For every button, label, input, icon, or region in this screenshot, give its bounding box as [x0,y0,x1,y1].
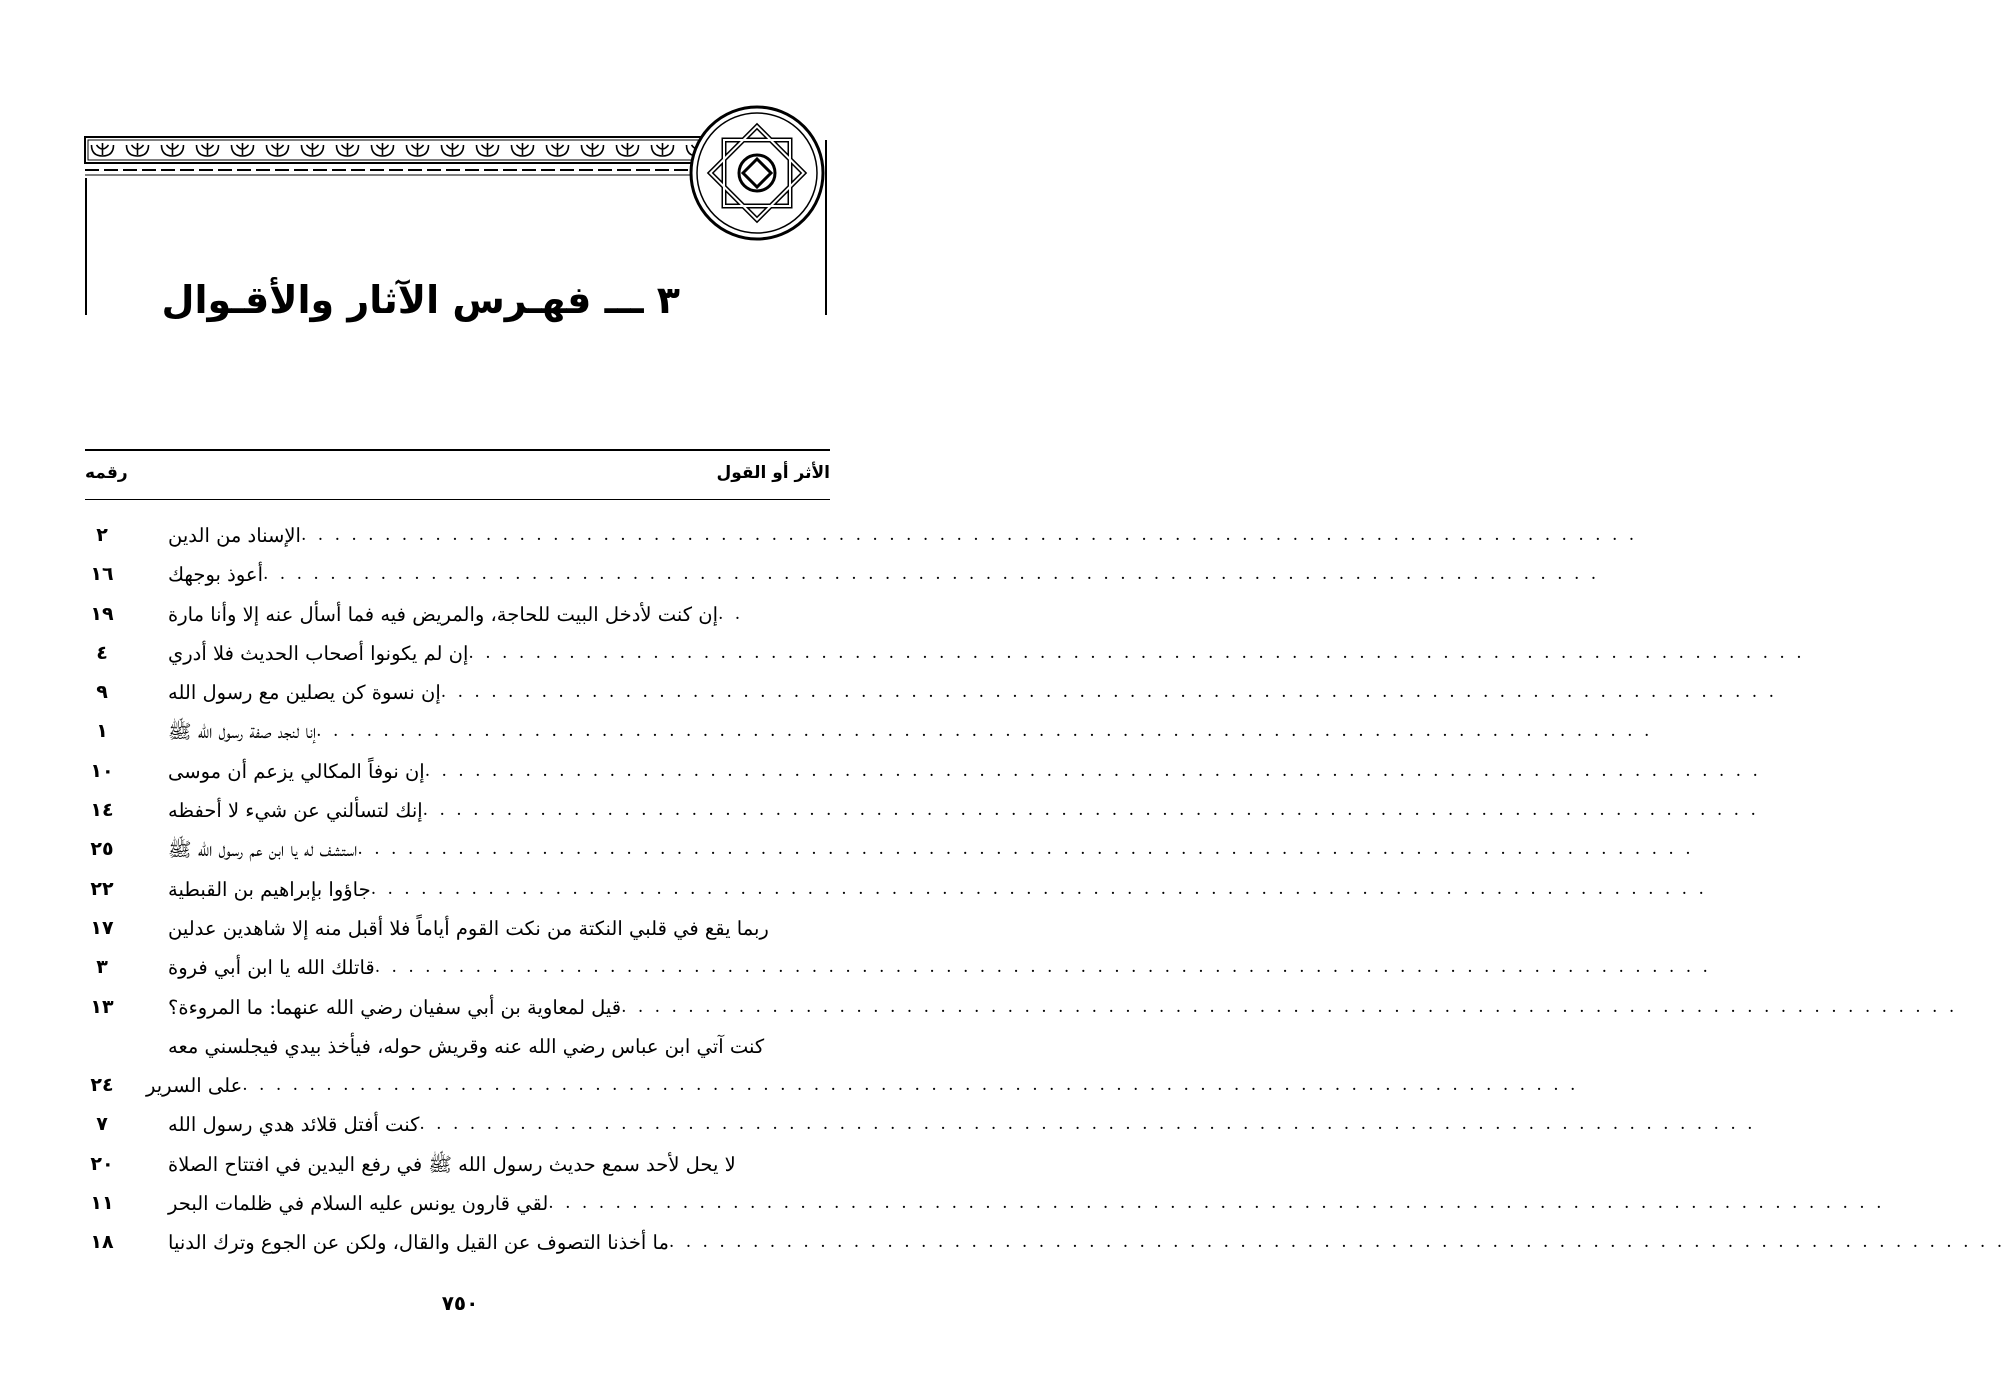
leader-dots: . . . . . . . . . . . . . . . . . . . . . . . . . . . . . . . . . . . . . . . . . . . . . . . . . . . . . . . . . . . . . . . . . . . . . . . . . . . . . . . . [668,1232,2005,1253]
medallion-ornament [688,104,826,242]
list-item [0,1184,1885,1223]
frame-left-border [85,178,87,315]
entry-number: ٢٤ [90,1074,114,1097]
entry-number: ٢٠ [90,1152,114,1175]
list-item [0,1027,943,1066]
entry-number: ١٠ [90,759,114,782]
entry-text: أعوذ بوجهك [168,563,263,587]
entry-text: قيل لمعاوية بن أبي سفيان رضي الله عنهما: ما المروءة؟ [168,995,622,1019]
leader-dots: . . [718,603,744,624]
entry-number: ١٧ [90,916,114,939]
leader-dots: . . . . . . . . . . . . . . . . . . . . . . . . . . . . . . . . . . . . . . . . . . . . . . . . . . . . . . . . . . . . . . . . . . . . . . . . . . . . . . . . [374,957,1711,978]
list-item [0,1105,1756,1144]
leader-dots: . . . . . . . . . . . . . . . . . . . . . . . . . . . . . . . . . . . . . . . . . . . . . . . . . . . . . . . . . . . . . . . . . . . . . . . . . . . . . . . . [300,525,1638,545]
entry-number: ٢٢ [90,877,114,900]
entry-number: ٣ [96,956,108,979]
ornamental-border [85,136,785,164]
leader-dots: . . . . . . . . . . . . . . . . . . . . . . . . . . . . . . . . . . . . . . . . . . . . . . . . . . . . . . . . . . . . . . . . . . . . . . . . . . . . . . . . [424,760,1761,781]
entry-number: ١٤ [90,799,114,822]
entry-text: لا يحل لأحد سمع حديث رسول الله ﷺ في رفع اليدين في افتتاح الصلاة [168,1152,736,1176]
list-item [0,634,1805,673]
list-item [0,1066,1579,1105]
entry-text: إنا لنجد صفة رسول الله ﷺ [168,720,317,744]
leader-dots: . . . . . . . . . . . . . . . . . . . . . . . . . . . . . . . . . . . . . . . . . . . . . . . . . . . . . . . . . . . . . . . . . . . . . . . . . . . . . . . . [621,996,1958,1017]
entry-number: ٤ [96,641,108,664]
list-item [0,555,1600,594]
entry-number: ١٦ [90,563,114,586]
leader-dots: . . . . . . . . . . . . . . . . . . . . . . . . . . . . . . . . . . . . . . . . . . . . . . . . . . . . . . . . . . . . . . . . . . . . . . . . . . . . . . . . [263,564,1600,585]
entry-text: ما أخذنا التصوف عن القيل والقال، ولكن عن الجوع وترك الدنيا [168,1231,669,1255]
entry-text: كنت أفتل قلائد هدي رسول الله [168,1113,420,1137]
list-item [0,909,943,948]
entry-text: قاتلك الله يا ابن أبي فروة [168,956,375,980]
entry-text: لقي قارون يونس عليه السلام في ظلمات البحر [168,1192,549,1216]
list-item [0,752,1761,791]
leader-dots: . . . . . . . . . . . . . . . . . . . . . . . . . . . . . . . . . . . . . . . . . . . . . . . . . . . . . . . . . . . . . . . . . . . . . . . . . . . . . . . . [468,642,1805,663]
list-item [0,673,1777,712]
entry-number: ٢ [96,524,108,546]
entry-text: إنك لتسألني عن شيء لا أحفظه [168,799,423,823]
list-item [0,988,1958,1027]
entry-number: ١٣ [90,995,114,1018]
entry-number: ١١ [90,1192,114,1215]
table-header-rule [85,499,830,500]
list-item [0,870,1707,909]
list-item [0,595,943,634]
section-title: ٣ ـــ فهـرس الآثار والأقـوال [161,278,680,322]
column-header-entry: الأثر أو القول [716,463,830,483]
entry-text: إن نوفاً المكالي يزعم أن موسى [168,759,425,783]
entry-text: ربما يقع في قلبي النكتة من نكت القوم أياماً فلا أقبل منه إلا شاهدين عدلين [168,916,769,940]
leader-dots: . . . . . . . . . . . . . . . . . . . . . . . . . . . . . . . . . . . . . . . . . . . . . . . . . . . . . . . . . . . . . . . . . . . . . . . . . . . . . . . . [548,1193,1885,1214]
entry-text: استشف له يا ابن عم رسول الله ﷺ [168,838,358,862]
dashed-rule [85,168,745,178]
entry-text: جاؤوا بإبراهيم بن القبطية [168,877,371,901]
leader-dots: . . . . . . . . . . . . . . . . . . . . . . . . . . . . . . . . . . . . . . . . . . . . . . . . . . . . . . . . . . . . . . . . . . . . . . . . . . . . . . . . [422,800,1759,821]
list-item [0,1223,2005,1262]
list-item [0,1145,943,1184]
list-item [0,712,1653,751]
leader-dots: . . . . . . . . . . . . . . . . . . . . . . . . . . . . . . . . . . . . . . . . . . . . . . . . . . . . . . . . . . . . . . . . . . . . . . . . . . . . . . . . [370,878,1707,899]
entry-text: كنت آتي ابن عباس رضي الله عنه وقريش حوله، فيأخذ بيدي فيجلسني معه [168,1034,765,1058]
page-number: ٧٥٠ [441,1291,479,1315]
entry-text: إن نسوة كن يصلين مع رسول الله [168,681,441,705]
entry-number: ٢٥ [90,838,114,861]
leader-dots: . . . . . . . . . . . . . . . . . . . . . . . . . . . . . . . . . . . . . . . . . . . . . . . . . . . . . . . . . . . . . . . . . . . . . . . . . . . . . . . . [242,1075,1579,1096]
entry-text: إن لم يكونوا أصحاب الحديث فلا أدري [168,641,469,665]
list-item [0,516,1638,555]
leader-dots: . . . . . . . . . . . . . . . . . . . . . . . . . . . . . . . . . . . . . . . . . . . . . . . . . . . . . . . . . . . . . . . . . . . . . . . . . . . . . . . . [357,839,1694,860]
leader-dots: . . . . . . . . . . . . . . . . . . . . . . . . . . . . . . . . . . . . . . . . . . . . . . . . . . . . . . . . . . . . . . . . . . . . . . . . . . . . . . . . [419,1114,1756,1135]
entry-text: إن كنت لأدخل البيت للحاجة، والمريض فيه فما أسأل عنه إلا وأنا مارة [168,602,718,626]
entry-number: ٩ [96,681,108,704]
entry-number [80,1027,124,1066]
entry-number: ١٨ [90,1231,114,1254]
list-item [0,830,1694,869]
entries-list [0,516,2005,1263]
leader-dots: . . . . . . . . . . . . . . . . . . . . . . . . . . . . . . . . . . . . . . . . . . . . . . . . . . . . . . . . . . . . . . . . . . . . . . . . . . . . . . . . [316,721,1653,742]
leader-dots: . . . . . . . . . . . . . . . . . . . . . . . . . . . . . . . . . . . . . . . . . . . . . . . . . . . . . . . . . . . . . . . . . . . . . . . . . . . . . . . . [440,682,1777,703]
entry-number: ١٩ [90,602,114,625]
entry-number: ٧ [96,1113,108,1136]
list-item [0,791,1759,830]
entry-text: على السرير [146,1074,243,1098]
entry-text: الإسناد من الدين [168,524,301,547]
column-header-number: رقمه [85,463,128,483]
list-item [0,948,1711,987]
table-top-rule [85,449,830,451]
entry-number: ١ [96,720,108,743]
